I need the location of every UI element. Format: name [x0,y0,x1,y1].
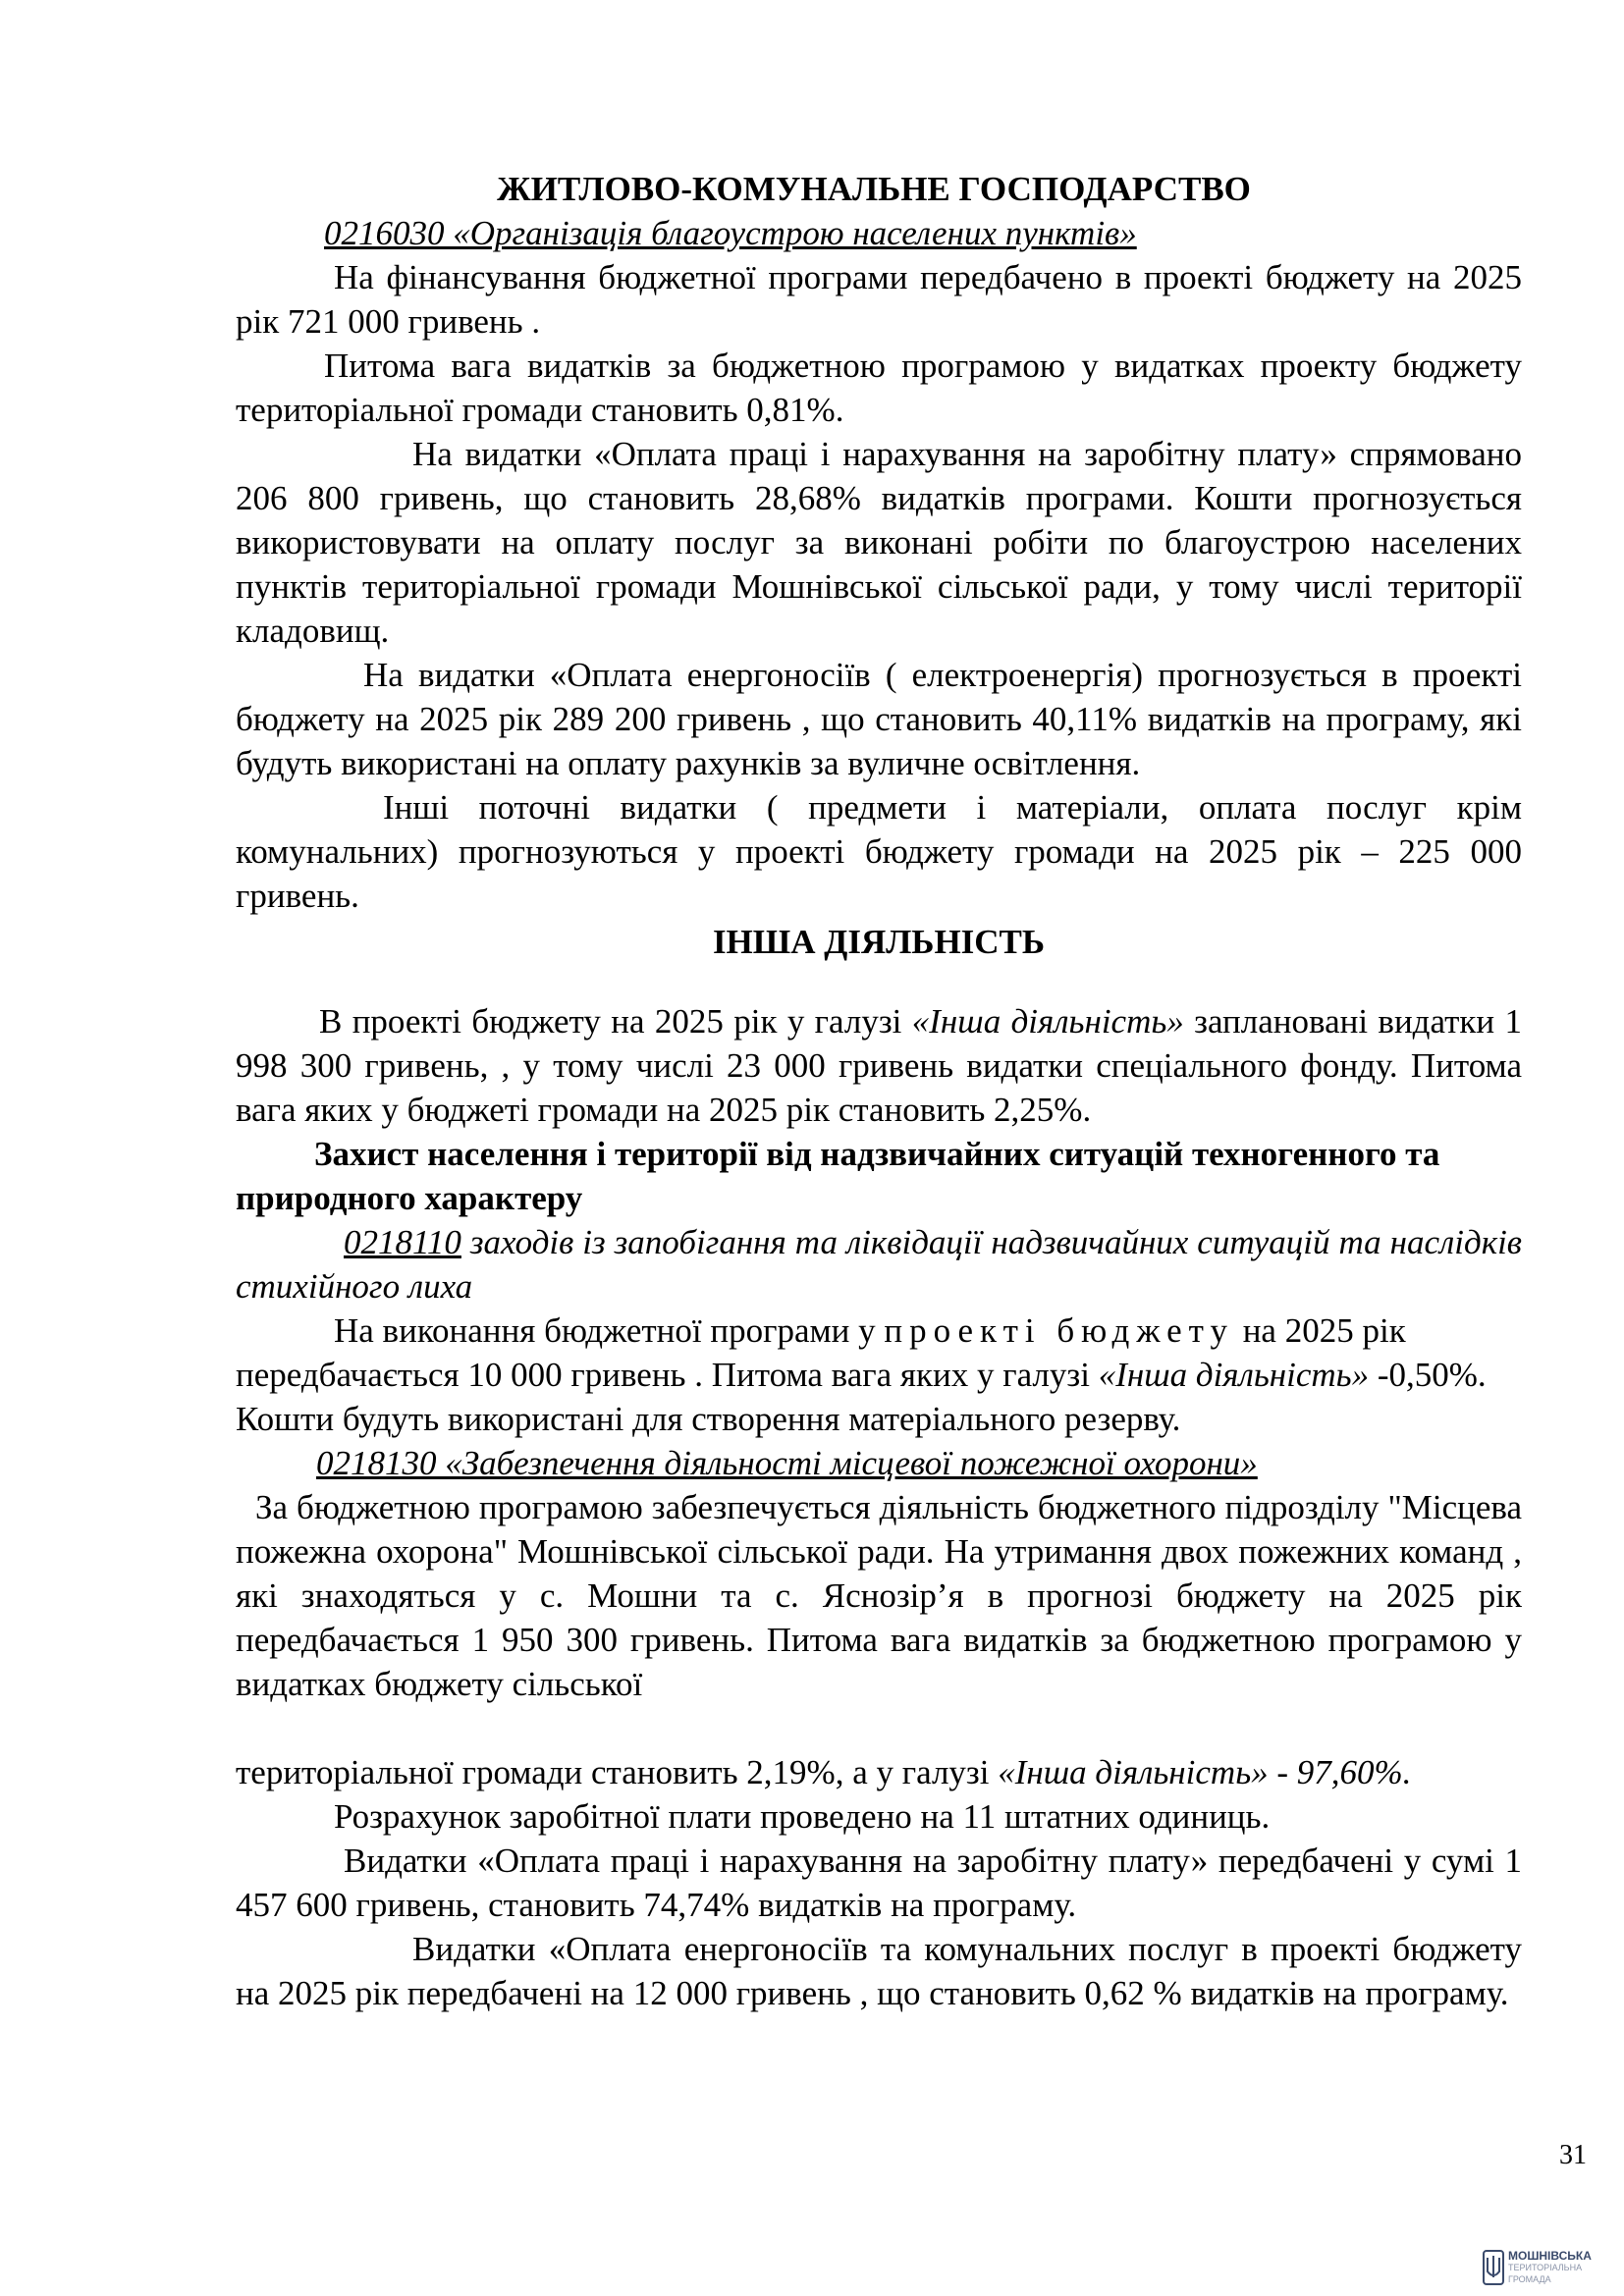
paragraph: Інші поточні видатки ( предмети і матеріали, оплата послуг крім комунальних) прогнозуються у проекті бюджету громади на 2025 рік – 225 000 гривень. [236,788,1522,915]
paragraph: На фінансування бюджетної програми передбачено в проекті бюджету на 2025 рік 721 000 гривень . [236,258,1522,341]
document-page [236,167,1522,2015]
section-heading-housing: ЖИТЛОВО-КОМУНАЛЬНЕ ГОСПОДАРСТВО [497,170,1251,208]
paragraph: За бюджетною програмою забезпечується діяльність бюджетного підрозділу "Місцева пожежна охорона" Мошнівської сільської ради. На утримання двох пожежних команд , які знаходяться у с. Мошни та с. Яснозір’я в прогнозі бюджету на 2025 рік передбачається 1 950 300 гривень. Питома вага видатків за бюджетною програмою у видатках бюджету сільської [236,1488,1522,1703]
paragraph: На виконання бюджетної програми у проекті бюджету на 2025 рік передбачається 10 000 гривень . Питома вага яких у галузі «Інша діяльність» -0,50%. Кошти будуть використані для створення матеріального резерву. [236,1311,1487,1438]
section-heading-other: ІНША ДІЯЛЬНІСТЬ [712,923,1046,961]
paragraph: Видатки «Оплата праці і нарахування на заробітну плату» передбачені у сумі 1 457 600 гривень, становить 74,74% видатків на програму. [236,1842,1522,1924]
page-number: 31 [1559,2140,1587,2170]
logo-line2: ТЕРИТОРІАЛЬНА [1508,2263,1583,2272]
program-title-0218130: 0218130 «Забезпечення діяльності місцевої пожежної охорони» [316,1444,1258,1482]
paragraph: територіальної громади становить 2,19%, а у галузі «Інша діяльність» - 97,60%. [236,1753,1412,1791]
paragraph: Розрахунок заробітної плати проведено на 11 штатних одиниць. [334,1797,1271,1836]
trident-icon [1483,2250,1504,2285]
program-title-0218110: 0218110 заходів із запобігання та ліквідації надзвичайних ситуацій та наслідків стихійного лиха [236,1223,1522,1306]
logo-line3: ГРОМАДА [1508,2274,1551,2284]
program-title-0216030: 0216030 «Організація благоустрою населених пунктів» [324,214,1137,252]
paragraph: На видатки «Оплата праці і нарахування на заробітну плату» спрямовано 206 800 гривень, що становить 28,68% видатків програми. Кошти прогнозується використовувати на оплату послуг за виконані робіти по благоустрою населених пунктів територіальної громади Мошнівської сільської ради, у тому числі території кладовищ. [236,435,1522,650]
paragraph: Питома вага видатків за бюджетною програмою у видатках проекту бюджету територіальної громади становить 0,81%. [236,347,1522,429]
community-logo [1483,2243,1620,2292]
subheading-emergency: Захист населення і території від надзвичайних ситуацій техногенного та природного характеру [236,1135,1440,1217]
paragraph: На видатки «Оплата енергоносіїв ( електроенергія) прогнозується в проекті бюджету на 2025 рік 289 200 гривень , що становить 40,11% видатків на програму, які будуть використані на оплату рахунків за вуличне освітлення. [236,656,1522,782]
paragraph: Видатки «Оплата енергоносіїв та комунальних послуг в проекті бюджету на 2025 рік передбачені на 12 000 гривень , що становить 0,62 % видатків на програму. [236,1930,1522,2012]
logo-line1: МОШНІВСЬКА [1508,2249,1592,2263]
paragraph: В проекті бюджету на 2025 рік у галузі «Інша діяльність» заплановані видатки 1 998 300 гривень, , у тому числі 23 000 гривень видатки спеціального фонду. Питома вага яких у бюджеті громади на 2025 рік становить 2,25%. [236,1002,1522,1129]
